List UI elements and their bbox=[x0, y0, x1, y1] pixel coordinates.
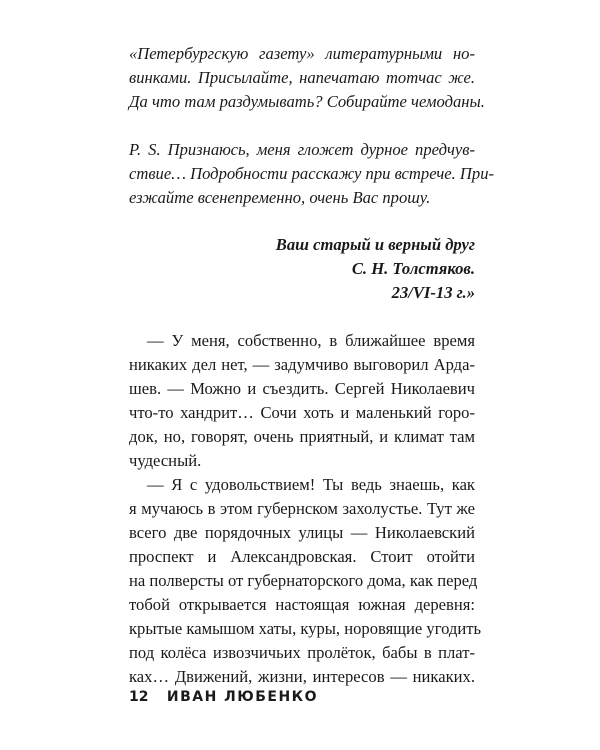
body-line: никаких дел нет, — задумчиво выговорил Арда- bbox=[129, 355, 475, 374]
postscript-line: ствие… Подробности расскажу при встрече. При- bbox=[129, 164, 495, 183]
signature-line: С. Н. Толстяков. bbox=[351, 259, 475, 278]
body-line: — У меня, собственно, в ближайшее время bbox=[147, 331, 475, 350]
page-footer bbox=[129, 689, 318, 705]
body-line: на полверсты от губернаторского дома, как перед bbox=[129, 571, 478, 590]
body-line: под колёса извозчичьих пролёток, бабы в плат- bbox=[129, 643, 475, 662]
body-line: ках… Движений, жизни, интересов — никаких. bbox=[129, 667, 475, 686]
body-line: всего две порядочных улицы — Николаевский bbox=[129, 523, 475, 542]
author-name: ИВАН ЛЮБЕНКО bbox=[166, 689, 319, 705]
body-line: что-то хандрит… Сочи хоть и маленький горо- bbox=[129, 403, 475, 422]
body-line: я мучаюсь в этом губернском захолустье. Тут же bbox=[129, 499, 475, 518]
body-line: док, но, говорят, очень приятный, и климат там bbox=[129, 427, 475, 446]
body-line: крытые камышом хаты, куры, норовящие угодить bbox=[129, 619, 482, 638]
body-line: тобой открывается настоящая южная деревня: bbox=[129, 595, 475, 614]
page-number: 12 bbox=[129, 689, 149, 705]
letter-line: Да что там раздумывать? Собирайте чемоданы. bbox=[129, 92, 485, 111]
body-line: проспект и Александровская. Стоит отойти bbox=[129, 547, 475, 566]
body-line: чудесный. bbox=[129, 451, 202, 470]
postscript-line: P. S. Признаюсь, меня гложет дурное предчув- bbox=[129, 140, 475, 159]
signature-line: Ваш старый и верный друг bbox=[275, 235, 475, 254]
signature-line: 23/VI-13 г.» bbox=[391, 283, 475, 302]
letter-line: винками. Присылайте, напечатаю тотчас же. bbox=[129, 68, 475, 87]
letter-line: «Петербургскую газету» литературными но- bbox=[129, 44, 475, 63]
body-line: шев. — Можно и съездить. Сергей Николаевич bbox=[129, 379, 475, 398]
postscript-line: езжайте всенепременно, очень Вас прошу. bbox=[129, 188, 431, 207]
body-line: — Я с удовольствием! Ты ведь знаешь, как bbox=[147, 475, 475, 494]
